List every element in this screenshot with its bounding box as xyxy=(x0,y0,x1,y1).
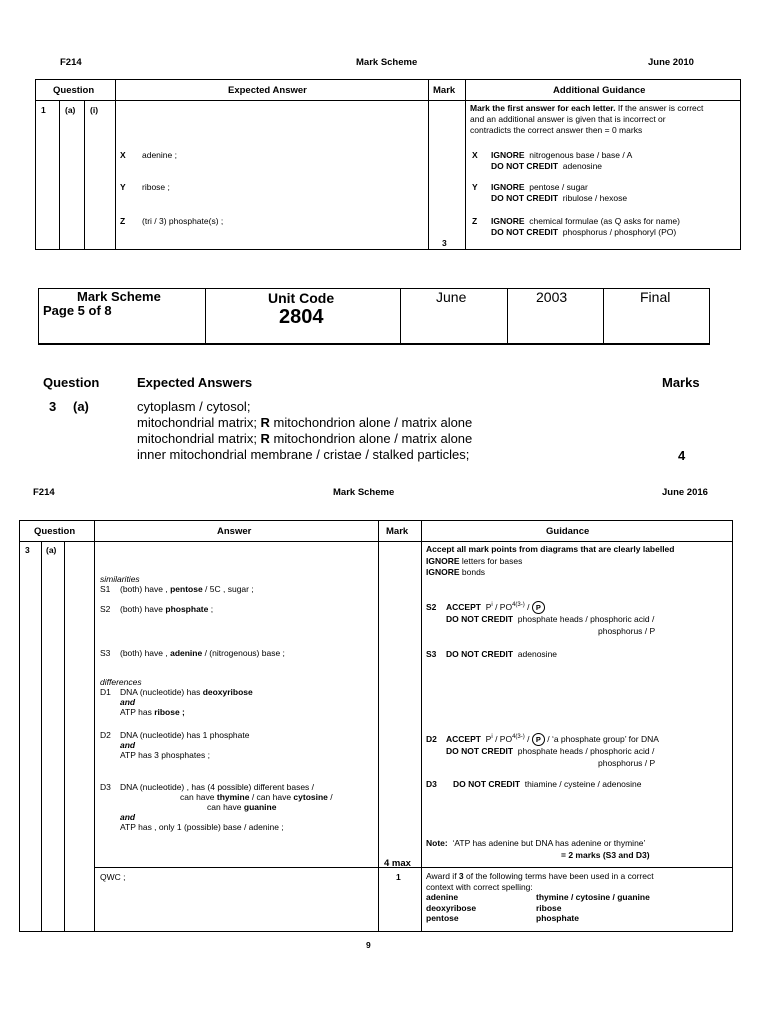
question-number: 1 xyxy=(41,105,46,115)
mark-max: 4 max xyxy=(384,858,411,869)
mark-total: 3 xyxy=(442,238,447,248)
col-question-2: Question xyxy=(43,375,100,390)
question-subpart: (i) xyxy=(90,105,99,115)
d2-answer: D2 DNA (nucleotide) has 1 phosphate and ATP has 3 phosphates ; xyxy=(100,730,250,760)
guidance-d2: D2 ACCEPT $P^i / PO^{4(3-)}$ / P / ‘a phosphate group’ for DNA DO NOT CREDIT phosphate heads / phosphoric acid / phosphorus / P xyxy=(426,733,659,768)
header-date-1: June 2010 xyxy=(648,57,694,68)
col-answer: Answer xyxy=(217,526,252,537)
page-number: 9 xyxy=(366,940,371,950)
q2-part: (a) xyxy=(73,399,89,414)
col-question-3: Question xyxy=(34,526,76,537)
q3-part: (a) xyxy=(46,545,57,555)
qwc-guidance: Award if 3 of the following terms have been used in a correct context with correct spelling: adenine thymine / cytosine / guanine deoxyribose ribose pentose phosphate xyxy=(426,871,654,923)
exam-month: June xyxy=(436,289,467,305)
col-question: Question xyxy=(53,85,95,96)
header-title-1: Mark Scheme xyxy=(356,57,418,68)
differences-block: differences D1 DNA (nucleotide) has deoxyribose and ATP has ribose ; xyxy=(100,677,253,717)
answer-x: adenine ; xyxy=(142,150,177,160)
phosphate-circle-icon: P xyxy=(532,601,545,614)
guidance-intro: Mark the first answer for each letter. If the answer is correct and an additional answer is given that is incorrect or contradicts the correct answer then = 0 marks xyxy=(470,103,704,135)
answer-y: ribose ; xyxy=(142,182,170,192)
box-page: Page 5 of 8 xyxy=(43,303,112,318)
marks-total-2: 4 xyxy=(678,448,686,463)
guidance-s2: S2 ACCEPT $P^i / PO^{4(3-)}$ / P DO NOT CREDIT phosphate heads / phosphoric acid / phosphorus / P xyxy=(426,601,656,636)
answer-letter-z: Z xyxy=(120,216,126,226)
qwc-mark: 1 xyxy=(396,872,401,882)
answer-letter-y: Y xyxy=(120,182,126,192)
qwc-label: QWC ; xyxy=(100,872,126,882)
guidance-x: X IGNORE nitrogenous base / base / A DO NOT CREDIT adenosine xyxy=(472,150,633,171)
guidance-d3: D3 DO NOT CREDIT thiamine / cysteine / adenosine xyxy=(426,779,642,789)
col-mark-3: Mark xyxy=(386,526,409,537)
guidance-top: Accept all mark points from diagrams that are clearly labelled IGNORE letters for bases IGNORE bonds xyxy=(426,544,675,577)
col-expected-answer: Expected Answer xyxy=(228,85,307,96)
header-code-3: F214 xyxy=(33,487,55,498)
col-additional-guidance: Additional Guidance xyxy=(553,85,646,96)
d3-answer: D3 DNA (nucleotide) , has (4 possible) different bases / can have thymine / can have cytosine / can have guanine and ATP has , only 1 (possible) base / adenine ; xyxy=(100,782,333,832)
question-part: (a) xyxy=(65,105,76,115)
differences-label: differences xyxy=(100,677,142,687)
exam-year: 2003 xyxy=(536,289,568,305)
similarities-block: similarities S1 (both) have , pentose / 5C , sugar ; xyxy=(100,574,254,594)
header-date-3: June 2016 xyxy=(662,487,708,498)
header-code-1: F214 xyxy=(60,57,82,68)
q2-number: 3 xyxy=(49,399,57,414)
unit-code-label: Unit Code xyxy=(268,290,335,306)
guidance-s3: S3 DO NOT CREDIT adenosine xyxy=(426,649,558,659)
unit-code: 2804 xyxy=(279,306,324,328)
s2-answer: S2 (both) have phosphate ; xyxy=(100,604,214,614)
guidance-note: Note: ‘ATP has adenine but DNA has adenine or thymine’ = 2 marks (S3 and D3) xyxy=(426,838,650,860)
col-marks: Marks xyxy=(662,375,700,390)
status: Final xyxy=(640,289,671,305)
expected-answers: cytoplasm / cytosol; mitochondrial matrix; R mitochondrion alone / matrix alone mitochondrial matrix; R mitochondrion alone / matrix alone inner mitochondrial membrane / cristae / stalked particles; xyxy=(137,399,473,462)
answer-z: (tri / 3) phosphate(s) ; xyxy=(142,216,224,226)
box-title: Mark Scheme xyxy=(77,289,161,304)
answer-letter-x: X xyxy=(120,150,126,160)
header-title-3: Mark Scheme xyxy=(333,487,395,498)
s3-answer: S3 (both) have , adenine / (nitrogenous) base ; xyxy=(100,648,285,658)
guidance-z: Z IGNORE chemical formulae (as Q asks for name) DO NOT CREDIT phosphorus / phosphoryl (PO) xyxy=(472,216,680,237)
similarities-label: similarities xyxy=(100,574,140,584)
phosphate-circle-icon: P xyxy=(532,733,545,746)
q3-number: 3 xyxy=(25,545,30,555)
guidance-y: Y IGNORE pentose / sugar DO NOT CREDIT ribulose / hexose xyxy=(472,182,628,203)
col-mark: Mark xyxy=(433,85,456,96)
col-expected-answers: Expected Answers xyxy=(137,375,253,390)
col-guidance: Guidance xyxy=(546,526,590,537)
